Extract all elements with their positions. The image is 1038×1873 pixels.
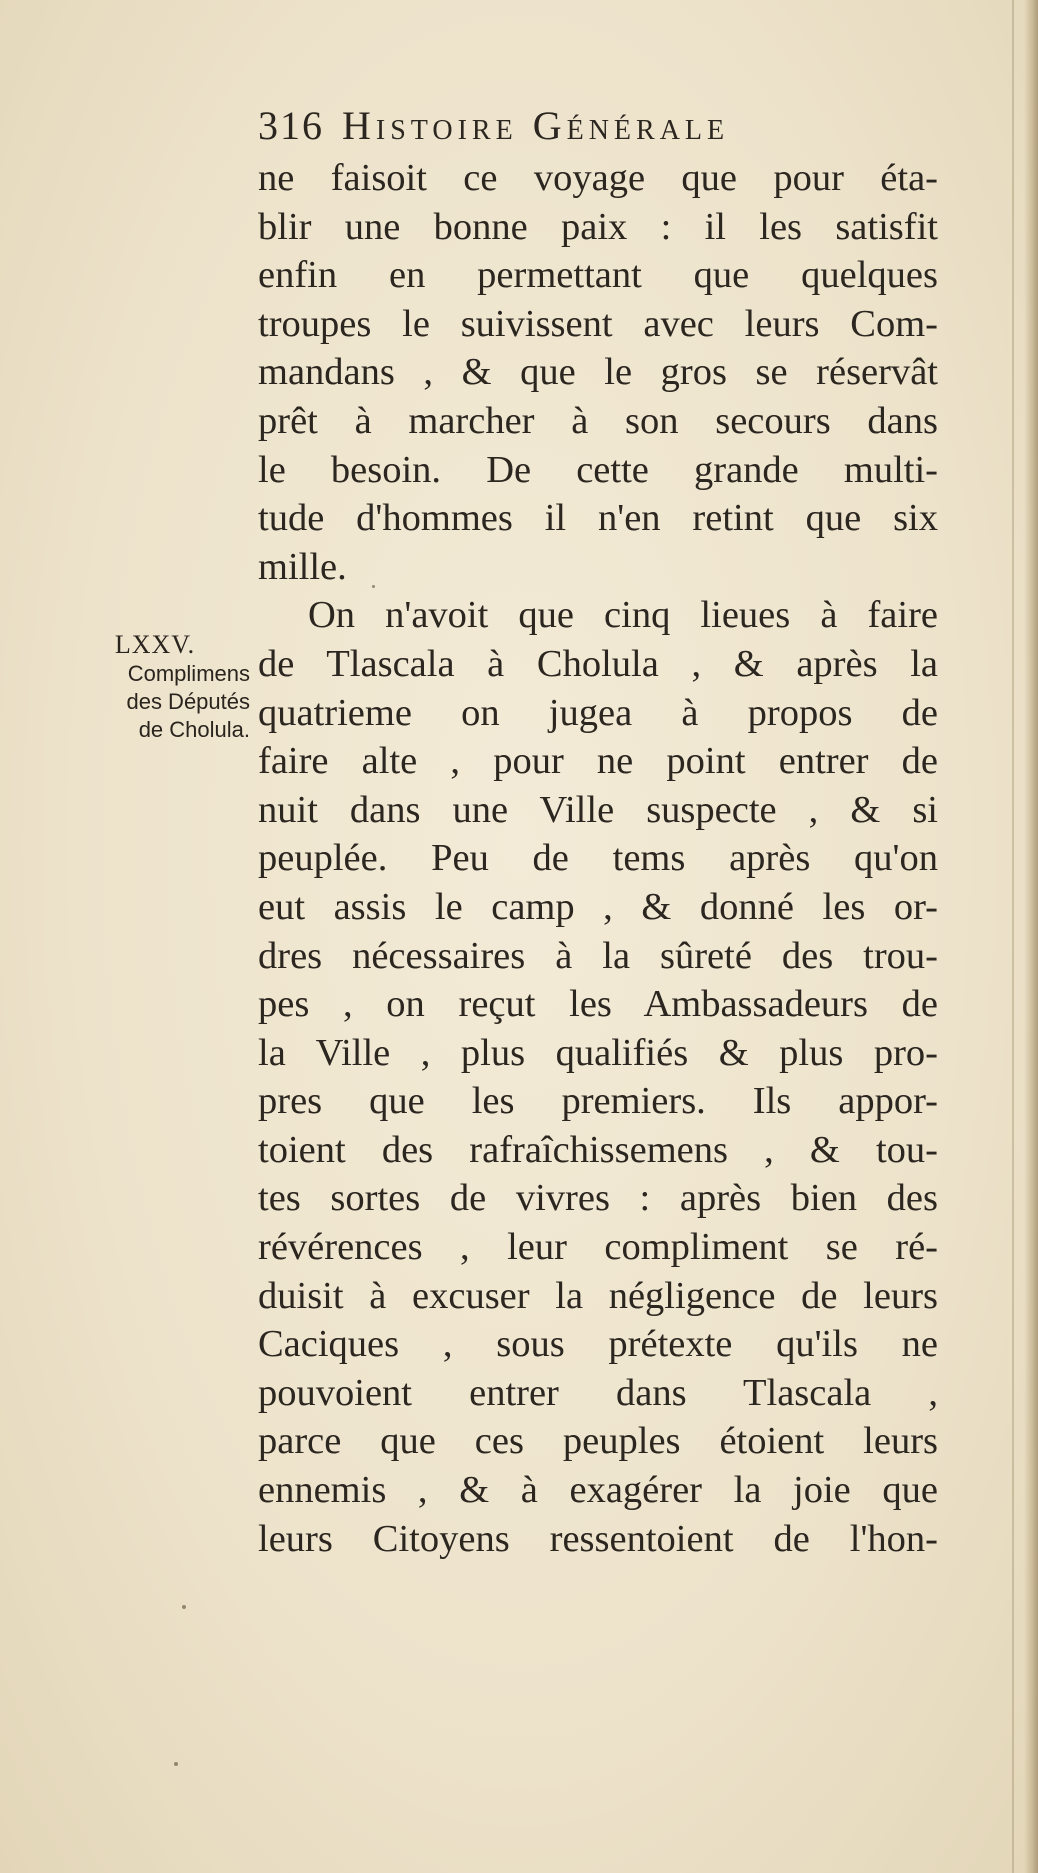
text-line: la Ville , plus qualifiés & plus pro- bbox=[258, 1031, 938, 1074]
ink-speck bbox=[182, 1605, 186, 1609]
text-line: On n'avoit que cinq lieues à faire bbox=[308, 594, 938, 637]
text-line: prêt à marcher à son secours dans bbox=[258, 399, 938, 442]
running-title: Histoire Générale bbox=[342, 103, 730, 148]
marginal-note-number: LXXV. bbox=[114, 630, 196, 659]
ink-speck bbox=[372, 585, 375, 588]
text-line: faire alte , pour ne point entrer de bbox=[258, 740, 938, 783]
marginal-note-line: Complimens bbox=[127, 661, 250, 686]
running-header bbox=[258, 96, 958, 156]
text-line: ne faisoit ce voyage que pour éta- bbox=[258, 157, 938, 199]
text-line: de Tlascala à Cholula , & après la bbox=[258, 642, 938, 685]
page-number: 316 bbox=[258, 103, 324, 148]
text-line: duisit à excuser la négligence de leurs bbox=[258, 1274, 938, 1317]
text-line: enfin en permettant que quelques bbox=[258, 254, 938, 297]
page-edge bbox=[1024, 0, 1038, 1873]
text-line: troupes le suivissent avec leurs Com- bbox=[258, 302, 938, 345]
text-line: quatrieme on jugea à propos de bbox=[258, 691, 938, 734]
text-line: pres que les premiers. Ils appor- bbox=[258, 1080, 938, 1123]
text-line: leurs Citoyens ressentoient de l'hon- bbox=[258, 1517, 938, 1560]
text-line: dres nécessaires à la sûreté des trou- bbox=[258, 934, 938, 977]
marginal-note-line: des Députés bbox=[126, 689, 250, 714]
text-line: le besoin. De cette grande multi- bbox=[258, 448, 938, 491]
text-line: parce que ces peuples étoient leurs bbox=[258, 1420, 938, 1463]
text-line: ennemis , & à exagérer la joie que bbox=[258, 1469, 938, 1512]
marginal-note bbox=[40, 630, 250, 744]
text-line: nuit dans une Ville suspecte , & si bbox=[258, 788, 938, 831]
text-line: peuplée. Peu de tems après qu'on bbox=[258, 837, 938, 880]
page-fold-line bbox=[1012, 0, 1014, 1873]
text-line: blir une bonne paix : il les satisfit bbox=[258, 205, 938, 248]
text-line: tes sortes de vivres : après bien des bbox=[258, 1177, 938, 1220]
text-line: toient des rafraîchissemens , & tou- bbox=[258, 1128, 938, 1171]
marginal-note-line: de Cholula. bbox=[138, 717, 250, 742]
ink-speck bbox=[174, 1762, 178, 1766]
text-line: pouvoient entrer dans Tlascala , bbox=[258, 1371, 938, 1414]
text-line: mille. bbox=[258, 545, 347, 588]
text-line: mandans , & que le gros se réservât bbox=[258, 351, 938, 394]
text-line: Caciques , sous prétexte qu'ils ne bbox=[258, 1323, 938, 1366]
text-line: eut assis le camp , & donné les or- bbox=[258, 885, 938, 928]
text-line: pes , on reçut les Ambassadeurs de bbox=[258, 983, 938, 1026]
text-line: révérences , leur compliment se ré- bbox=[258, 1226, 938, 1269]
text-line: tude d'hommes il n'en retint que six bbox=[258, 497, 938, 540]
body-text bbox=[258, 154, 938, 1563]
